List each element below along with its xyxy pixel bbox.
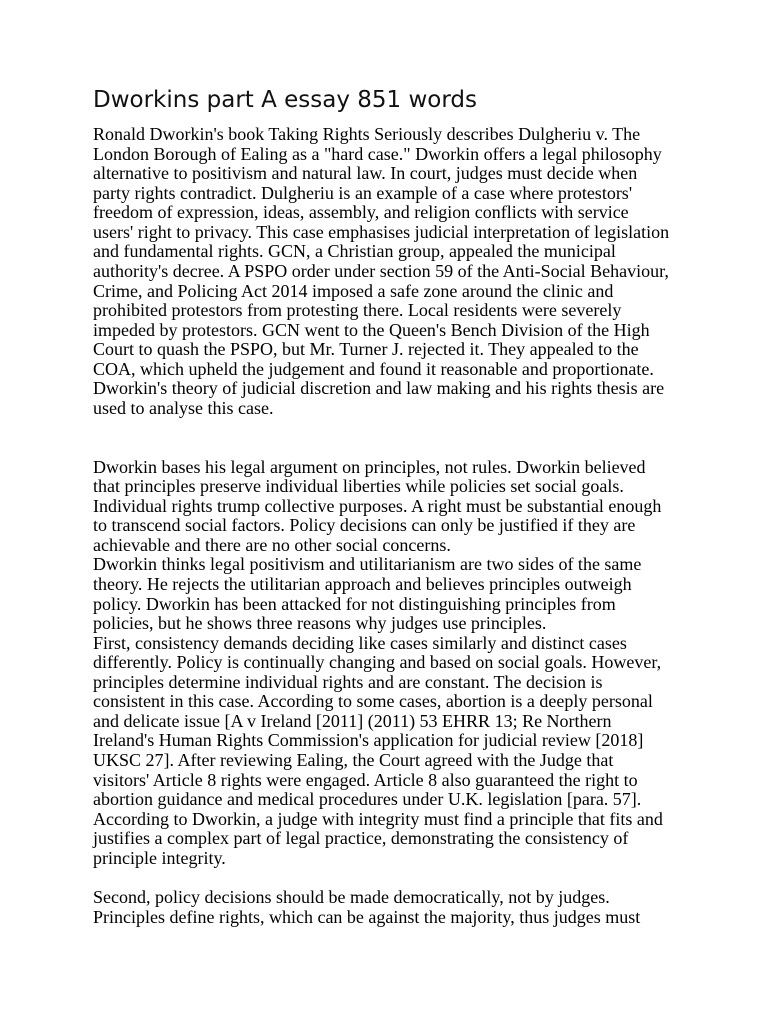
text-line: prohibited protestors from protesting there. Local residents were severely: [93, 300, 622, 321]
text-line: to transcend social factors. Policy decisions can only be justified if they are: [93, 515, 636, 536]
text-line: visitors' Article 8 rights were engaged. Article 8 also guaranteed the right to: [93, 769, 638, 790]
text-line: party rights contradict. Dulgheriu is an example of a case where protestors': [93, 182, 633, 203]
paragraph-democracy: [93, 888, 743, 927]
text-line: principles determine individual rights and are constant. The decision is: [93, 671, 603, 692]
text-line: COA, which upheld the judgement and found it reasonable and proportionate.: [93, 358, 654, 379]
text-line: policies, but he shows three reasons why judges use principles.: [93, 613, 547, 634]
paragraph-principles-vs-rules: [93, 458, 743, 556]
text-line: users' right to privacy. This case emphasises judicial interpretation of legislation: [93, 221, 670, 242]
document-title: Dworkins part A essay 851 words: [93, 87, 478, 113]
text-line: Dworkin's theory of judicial discretion and law making and his rights thesis are: [93, 378, 665, 399]
paragraph-positivism-utilitarianism: [93, 555, 743, 633]
text-line: consistent in this case. According to some cases, abortion is a deeply personal: [93, 691, 653, 712]
text-line: differently. Policy is continually changing and based on social goals. However,: [93, 652, 662, 673]
text-line: Crime, and Policing Act 2014 imposed a safe zone around the clinic and: [93, 280, 614, 301]
text-line: used to analyse this case.: [93, 397, 274, 418]
text-line: principle integrity.: [93, 847, 226, 868]
text-line: achievable and there are no other social concerns.: [93, 534, 451, 555]
text-line: Principles define rights, which can be against the majority, thus judges must: [93, 906, 641, 927]
text-line: authority's decree. A PSPO order under section 59 of the Anti-Social Behaviour,: [93, 260, 669, 281]
text-line: theory. He rejects the utilitarian approach and believes principles outweigh: [93, 573, 632, 594]
text-line: Ronald Dworkin's book Taking Rights Seriously describes Dulgheriu v. The: [93, 124, 641, 144]
text-line: impeded by protestors. GCN went to the Queen's Bench Division of the High: [93, 319, 650, 340]
text-line: Ireland's Human Rights Commission's application for judicial review [2018]: [93, 730, 644, 751]
text-line: Dworkin thinks legal positivism and utilitarianism are two sides of the same: [93, 554, 642, 575]
text-line: Dworkin bases his legal argument on principles, not rules. Dworkin believed: [93, 456, 646, 477]
text-line: justifies a complex part of legal practice, demonstrating the consistency of: [93, 828, 629, 849]
text-line: London Borough of Ealing as a "hard case." Dworkin offers a legal philosophy: [93, 143, 662, 164]
text-line: Court to quash the PSPO, but Mr. Turner J. rejected it. They appealed to the: [93, 339, 639, 360]
text-line: freedom of expression, ideas, assembly, and religion conflicts with service: [93, 202, 629, 223]
text-line: alternative to positivism and natural law. In court, judges must decide when: [93, 163, 638, 184]
paragraph-consistency: [93, 634, 743, 869]
text-line: policy. Dworkin has been attacked for not distinguishing principles from: [93, 593, 616, 614]
text-line: UKSC 27]. After reviewing Ealing, the Court agreed with the Judge that: [93, 750, 614, 770]
text-line: abortion guidance and medical procedures under U.K. legislation [para. 57].: [93, 789, 642, 810]
text-line: Second, policy decisions should be made democratically, not by judges.: [93, 886, 610, 907]
text-line: First, consistency demands deciding like cases similarly and distinct cases: [93, 632, 627, 653]
text-line: According to Dworkin, a judge with integrity must find a principle that fits and: [93, 808, 663, 829]
text-line: Individual rights trump collective purposes. A right must be substantial enough: [93, 495, 662, 516]
document-body: [93, 87, 743, 927]
paragraph-introduction: [93, 125, 743, 418]
text-line: that principles preserve individual liberties while policies set social goals.: [93, 476, 624, 497]
text-line: and fundamental rights. GCN, a Christian group, appealed the municipal: [93, 241, 616, 262]
text-line: and delicate issue [A v Ireland [2011] (2011) 53 EHRR 13; Re Northern: [93, 710, 612, 731]
